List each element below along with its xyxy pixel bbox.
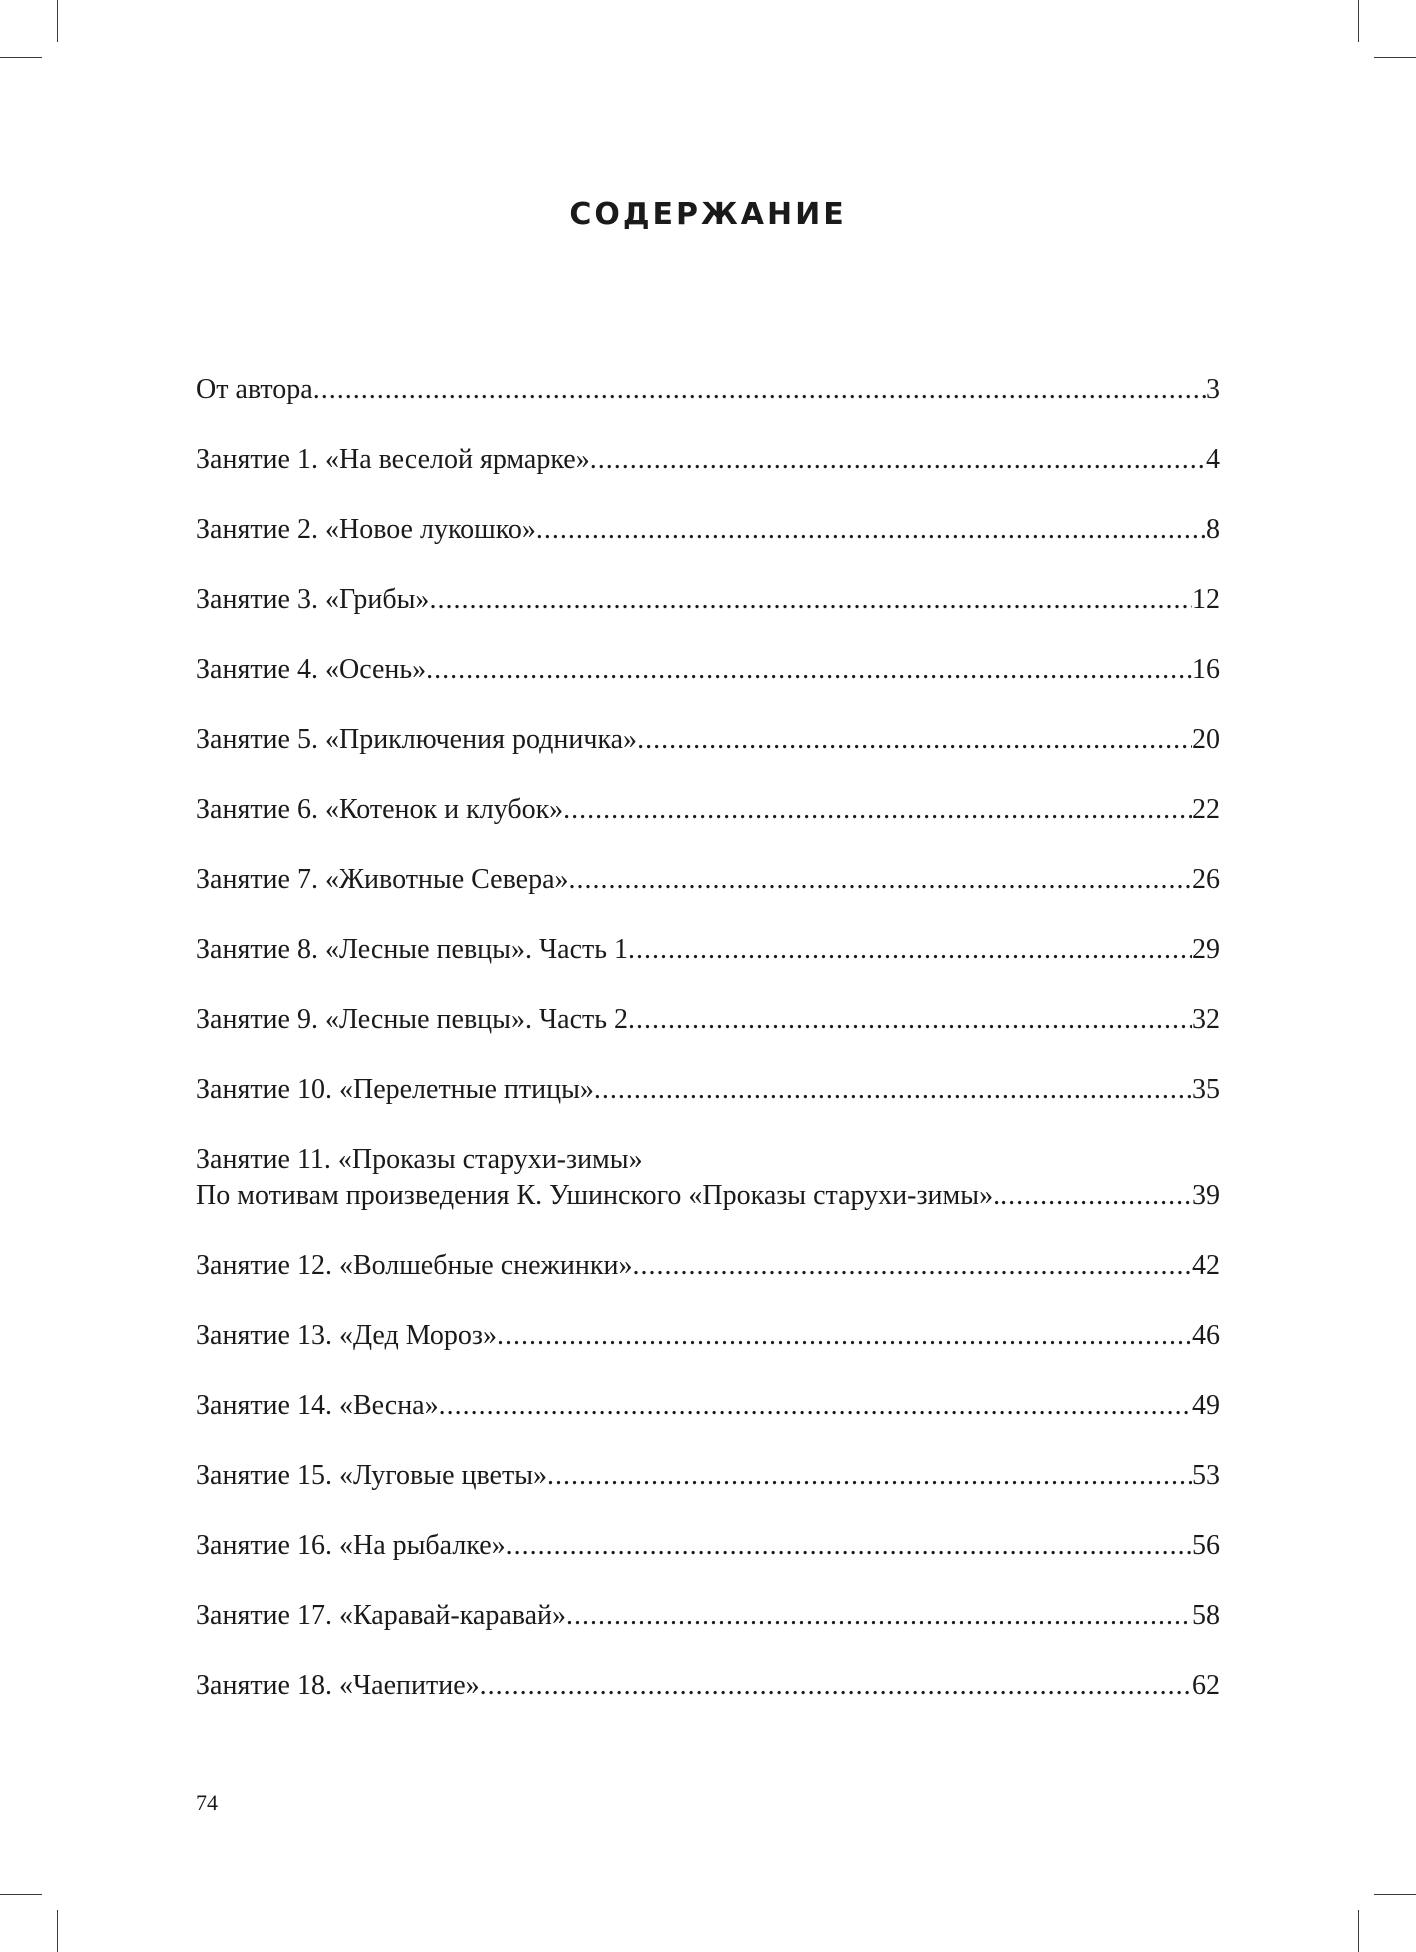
crop-mark-bottom-left-vertical <box>57 1910 58 1952</box>
toc-entry-label: Занятие 8. «Лесные певцы». Часть 1 <box>196 934 629 965</box>
toc-leader-dots <box>566 1598 1192 1634</box>
toc-entry-page: 53 <box>1192 1460 1220 1491</box>
crop-mark-top-left-vertical <box>57 0 58 42</box>
toc-entry-label: Занятие 15. «Луговые цветы» <box>196 1460 548 1491</box>
toc-leader-dots <box>569 862 1192 898</box>
toc-leader-dots <box>1000 1178 1192 1214</box>
crop-mark-top-left-horizontal <box>0 57 42 58</box>
toc-leader-dots <box>480 1668 1192 1704</box>
toc-entry-label: Занятие 1. «На веселой ярмарке» <box>196 444 590 475</box>
toc-leader-dots <box>628 1002 1192 1038</box>
crop-mark-top-right-horizontal <box>1374 57 1416 58</box>
toc-entry-label: Занятие 14. «Весна» <box>196 1390 439 1421</box>
toc-entry-page: 39 <box>1192 1180 1220 1211</box>
toc-entry <box>196 1142 1220 1214</box>
toc-leader-dots <box>497 1318 1192 1354</box>
toc-entry-label: Занятие 12. «Волшебные снежинки» <box>196 1250 633 1281</box>
toc-entry-page: 3 <box>1206 374 1220 405</box>
crop-mark-bottom-right-horizontal <box>1374 1894 1416 1895</box>
toc-entry-label: Занятие 17. «Каравай-каравай» <box>196 1600 567 1631</box>
toc-entry-page: 32 <box>1192 1004 1220 1035</box>
toc-entry-label: Занятие 9. «Лесные певцы». Часть 2 <box>196 1004 629 1035</box>
toc-entry-label: Занятие 13. «Дед Мороз» <box>196 1320 497 1351</box>
toc-leader-dots <box>594 1072 1192 1108</box>
toc-entry-page: 35 <box>1192 1074 1220 1105</box>
toc-entry-label: По мотивам произведения К. Ушинского «Проказы старухи-зимы». <box>196 1180 1001 1211</box>
toc-entry-label: Занятие 16. «На рыбалке» <box>196 1530 506 1561</box>
toc-entry-label: Занятие 6. «Котенок и клубок» <box>196 794 564 825</box>
toc-entry <box>196 862 1220 898</box>
toc-entry-label: Занятие 18. «Чаепитие» <box>196 1670 480 1701</box>
toc-entry <box>196 932 1220 968</box>
toc-entry-page: 16 <box>1192 654 1220 685</box>
toc-entry-page: 26 <box>1192 864 1220 895</box>
toc-entry-page: 29 <box>1192 934 1220 965</box>
toc-leader-dots <box>628 932 1192 968</box>
page-number: 74 <box>196 1790 218 1815</box>
toc-leader-dots <box>590 442 1206 478</box>
toc-entry <box>196 652 1220 688</box>
toc-entry <box>196 1002 1220 1038</box>
toc-entry-page: 4 <box>1206 444 1220 475</box>
toc-entry <box>196 1388 1220 1424</box>
toc-leader-dots <box>426 652 1192 688</box>
toc-leader-dots <box>632 1248 1192 1284</box>
toc-entry <box>196 512 1220 548</box>
toc-entry <box>196 792 1220 828</box>
toc-entry-label: От автора <box>196 374 313 405</box>
toc-entry-page: 58 <box>1192 1600 1220 1631</box>
toc-entry <box>196 1668 1220 1704</box>
toc-leader-dots <box>563 792 1192 828</box>
toc-leader-dots <box>313 372 1206 408</box>
toc-leader-dots <box>547 1458 1192 1494</box>
toc-entry-page: 42 <box>1192 1250 1220 1281</box>
toc-entry-label: Занятие 3. «Грибы» <box>196 584 430 615</box>
toc-entry-page: 49 <box>1192 1390 1220 1421</box>
toc-leader-dots <box>439 1388 1192 1424</box>
toc-entry <box>196 1072 1220 1108</box>
toc-leader-dots <box>506 1528 1192 1564</box>
toc-leader-dots <box>536 512 1206 548</box>
crop-mark-bottom-left-horizontal <box>0 1894 42 1895</box>
crop-mark-bottom-right-vertical <box>1358 1910 1359 1952</box>
toc-entry <box>196 1528 1220 1564</box>
table-of-contents <box>196 372 1220 1738</box>
toc-entry-page: 56 <box>1192 1530 1220 1561</box>
toc-entry <box>196 442 1220 478</box>
toc-entry-label: Занятие 2. «Новое лукошко» <box>196 514 536 545</box>
toc-entry-page: 8 <box>1206 514 1220 545</box>
toc-entry <box>196 1318 1220 1354</box>
toc-entry-label: Занятие 5. «Приключения родничка» <box>196 724 638 755</box>
page-title: СОДЕРЖАНИЕ <box>569 197 847 232</box>
toc-entry-heading: Занятие 11. «Проказы старухи-зимы» <box>196 1144 643 1175</box>
toc-entry-page: 46 <box>1192 1320 1220 1351</box>
toc-leader-dots <box>429 582 1192 618</box>
toc-entry <box>196 1458 1220 1494</box>
toc-entry-page: 22 <box>1192 794 1220 825</box>
toc-entry-page: 62 <box>1192 1670 1220 1701</box>
toc-entry <box>196 372 1220 408</box>
toc-entry <box>196 722 1220 758</box>
toc-entry-page: 20 <box>1192 724 1220 755</box>
toc-entry-label: Занятие 7. «Животные Севера» <box>196 864 569 895</box>
toc-entry <box>196 582 1220 618</box>
toc-leader-dots <box>637 722 1192 758</box>
toc-entry <box>196 1598 1220 1634</box>
toc-entry-page: 12 <box>1192 584 1220 615</box>
toc-entry-label: Занятие 4. «Осень» <box>196 654 427 685</box>
toc-entry <box>196 1248 1220 1284</box>
toc-entry-label: Занятие 10. «Перелетные птицы» <box>196 1074 594 1105</box>
crop-mark-top-right-vertical <box>1358 0 1359 42</box>
